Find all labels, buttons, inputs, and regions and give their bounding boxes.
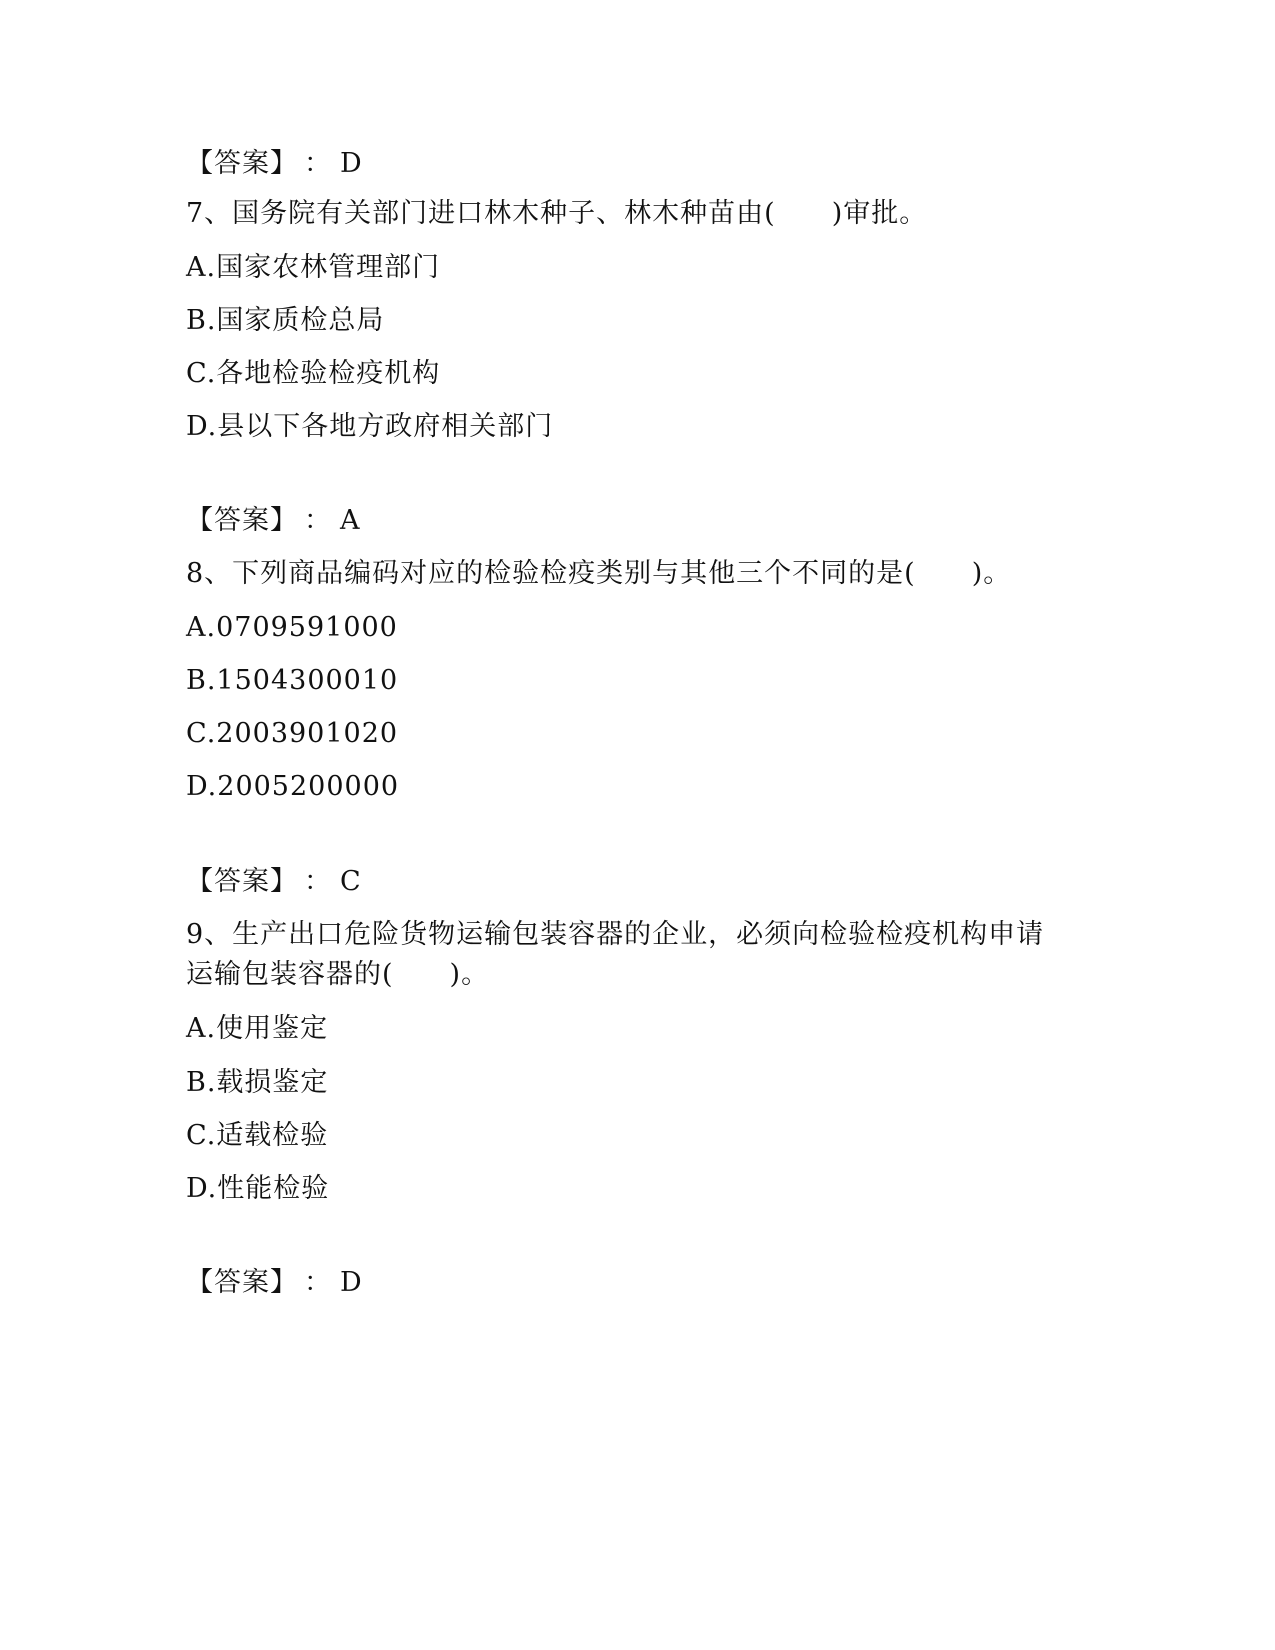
option-c: C.各地检验检疫机构: [186, 358, 441, 389]
option-a: A.使用鉴定: [186, 1013, 329, 1044]
option-b: B.载损鉴定: [186, 1067, 329, 1098]
question-stem-line-2: 运输包装容器的( )。: [186, 959, 490, 990]
answer-value: D: [340, 148, 363, 179]
answer-value: D: [340, 1267, 363, 1298]
answer-line: [186, 505, 361, 537]
answer-line: [186, 148, 363, 180]
answer-value: A: [340, 505, 361, 536]
question-stem-line-1: 9、生产出口危险货物运输包装容器的企业，必须向检验检疫机构申请: [186, 919, 1045, 950]
answer-value: C: [340, 866, 362, 897]
option-c: C.2003901020: [186, 718, 399, 749]
option-b: B.国家质检总局: [186, 305, 385, 336]
option-d: D.县以下各地方政府相关部门: [186, 411, 554, 442]
answer-separator: ：: [304, 148, 332, 179]
answer-separator: ：: [304, 505, 332, 536]
answer-separator: ：: [304, 866, 332, 897]
answer-label: 【答案】: [186, 866, 298, 897]
option-d: D.2005200000: [186, 771, 400, 802]
question-stem: 8、下列商品编码对应的检验检疫类别与其他三个不同的是( )。: [186, 558, 1012, 589]
option-d: D.性能检验: [186, 1173, 330, 1204]
answer-line: [186, 1267, 363, 1299]
answer-label: 【答案】: [186, 505, 298, 536]
answer-line: [186, 866, 362, 898]
answer-label: 【答案】: [186, 148, 298, 179]
option-a: A.国家农林管理部门: [186, 252, 441, 283]
option-b: B.1504300010: [186, 665, 399, 696]
question-stem: 7、国务院有关部门进口林木种子、林木种苗由( )审批。: [186, 198, 928, 229]
option-a: A.0709591000: [186, 612, 398, 643]
answer-label: 【答案】: [186, 1267, 298, 1298]
answer-separator: ：: [304, 1267, 332, 1298]
option-c: C.适载检验: [186, 1120, 329, 1151]
